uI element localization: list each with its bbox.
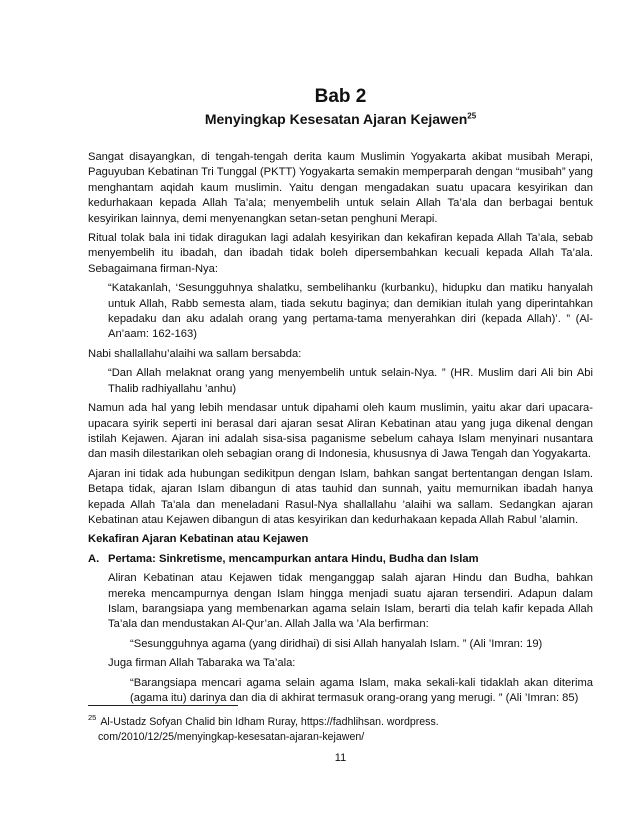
quote-ali-imran-19: “Sesungguhnya agama (yang diridhai) di sisi Allah hanyalah Islam. ” (Ali ’Imran: 19) — [130, 637, 543, 650]
paragraph-1: Sangat disayangkan, di tengah-tengah derita kaum Muslimin Yogyakarta akibat musibah Merapi, Paguyuban Kebatinan Tri Tunggal (PKTT) Yogyakarta semakin memperparah dengan “musibah” yang menghantam aqidah kaum muslimin. Yaitu dengan mengadakan suatu upacara kesyirikan dan kedurhakaan kepada Allah Ta’ala; menyembelih untuk selain Allah Ta’ala dan berbagai bentuk kesyirikan lainnya, demi menyenangkan setan-setan penghuni Merapi. — [88, 151, 593, 225]
footnote-source[interactable]: Al-Ustadz Sofyan Chalid bin Idham Ruray, https://fadhlihsan. wordpress. — [100, 716, 439, 728]
footnote-reference[interactable]: 25 — [467, 111, 477, 121]
footnote — [88, 715, 593, 745]
paragraph-4: Namun ada hal yang lebih mendasar untuk dipahami oleh kaum muslimin, yaitu akar dari upacara-upacara syirik seperti ini berasal dari ajaran sesat Aliran Kebatinan atau yang juga dikenal dengan istilah Kejawen. Ajaran ini adalah sisa-sisa paganisme sebelum cahaya Islam menyinari nusantara dan masih dilestarikan oleh sebagian orang di Indonesia, khususnya di Jawa Tengah dan Yogyakarta. — [88, 402, 593, 461]
quote-hadith: “Dan Allah melaknat orang yang menyembelih untuk selain-Nya. ” (HR. Muslim dari Ali bin Abi Thalib radhiyallahu ’anhu) — [108, 367, 593, 395]
list-item-a-label: A. — [88, 552, 100, 565]
chapter-title-text: Menyingkap Kesesatan Ajaran Kejawen — [204, 111, 468, 127]
quote-al-anaam: “Katakanlah, ‘Sesungguhnya shalatku, sembelihanku (kurbanku), hidupku dan matiku hanyalah untuk Allah, Rabb semesta alam, tiada sekutu baginya; dan demikian itulah yang diperintahkan kepadaku dan aku adalah orang yang pertama-tama menyerahkan diri (kepada Allah)’. ” (Al-An’aam: 162-163) — [108, 282, 593, 341]
quote-ali-imran-85: “Barangsiapa mencari agama selain agama Islam, maka sekali-kali tidaklah akan diterima (agama itu) darinya dan dia di akhirat termasuk orang-orang yang merugi. ” (Ali ’Imran: 85) — [130, 676, 593, 704]
list-item-a-title: Pertama: Sinkretisme, mencampurkan antara Hindu, Budha dan Islam — [108, 552, 479, 565]
body-content — [88, 150, 593, 710]
footnote-divider — [88, 705, 238, 706]
footnote-line-1 — [88, 715, 593, 730]
chapter-title — [88, 110, 593, 128]
paragraph-5: Ajaran ini tidak ada hubungan sedikitpun dengan Islam, bahkan sangat bertentangan dengan Islam. Betapa tidak, ajaran Islam dibangun di atas tauhid dan sunnah, yaitu memurnikan ibadah hanya kepada Allah Ta’ala dan meneladani Rasul-Nya shallallahu ’alaihi wa sallam. Sedangkan ajaran Kebatinan atau Kejawen dibangun di atas kesyirikan dan kedurhakaan kepada Allah Rabul ’alamin. — [88, 467, 593, 526]
list-item-a — [88, 552, 593, 567]
paragraph-7: Juga firman Allah Tabaraka wa Ta’ala: — [108, 657, 296, 670]
page-number: 11 — [334, 752, 347, 764]
section-title: Kekafiran Ajaran Kebatinan atau Kejawen — [88, 533, 309, 546]
footnote-line-2[interactable]: com/2010/12/25/menyingkap-kesesatan-ajaran-kejawen/ — [98, 731, 365, 743]
chapter-heading: Bab 2 — [314, 86, 367, 107]
paragraph-3: Nabi shallallahu’alaihi wa sallam bersabda: — [88, 347, 302, 360]
paragraph-6: Aliran Kebatinan atau Kejawen tidak menganggap salah ajaran Hindu dan Budha, bahkan mereka mencampurnya dengan Islam hingga menjadi suatu ajaran tersendiri. Adapun dalam Islam, barangsiapa yang membenarkan agama selain Islam, berarti dia telah kafir kepada Allah Ta’ala dan mendustakan Al-Qur’an. Allah Jalla wa ’Ala berfirman: — [108, 572, 593, 631]
paragraph-2: Ritual tolak bala ini tidak diragukan lagi adalah kesyirikan dan kekafiran kepada Allah Ta’ala, sebab menyembelih itu ibadah, dan ibadah tidak boleh dipersembahkan kecuali kepada Allah Ta’ala. Sebagaimana firman-Nya: — [88, 232, 593, 275]
footnote-number: 25 — [88, 713, 97, 723]
